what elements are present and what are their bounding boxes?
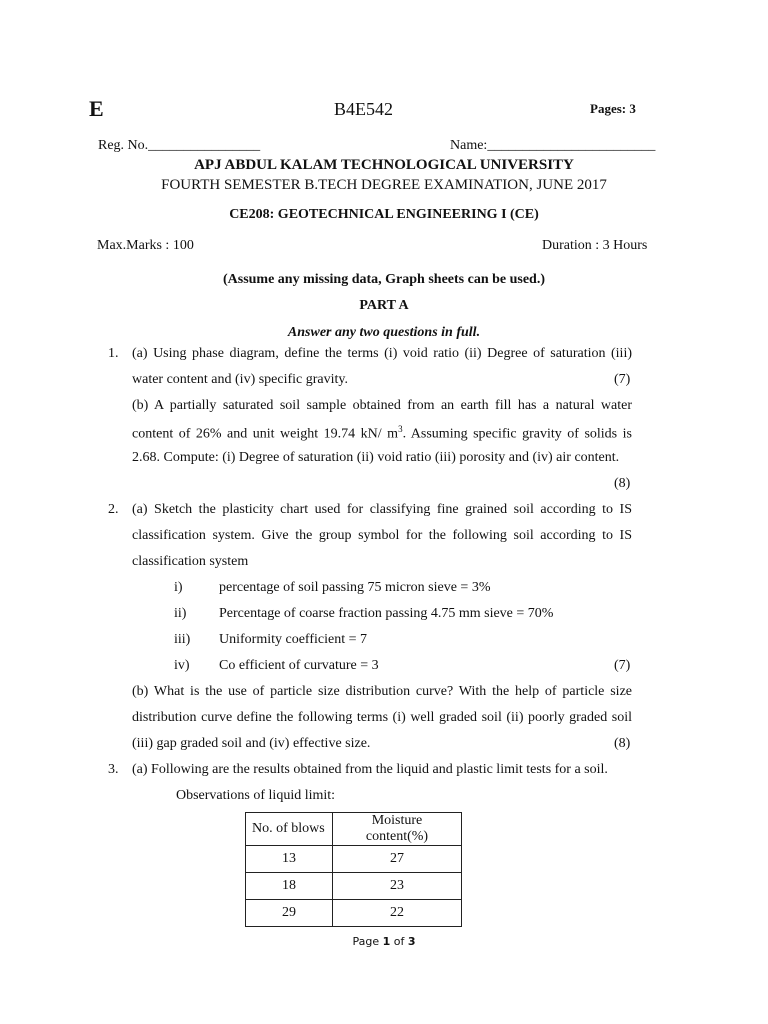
q2-item-number: ii) [174,606,187,621]
set-code: E [89,96,104,121]
table-cell: 18 [246,873,333,900]
table-header-cell: No. of blows [246,813,333,846]
q1b-text-line-1: (b) A partially saturated soil sample obtained from an earth fill has a natural water [132,398,632,413]
q3a-text-line-1: (a) Following are the results obtained from the liquid and plastic limit tests for a soil. [132,762,608,777]
q1a-text-line-2: water content and (iv) specific gravity. [132,372,349,387]
duration: Duration : 3 Hours [542,238,648,253]
exam-title: FOURTH SEMESTER B.TECH DEGREE EXAMINATION, JUNE 2017 [161,177,607,193]
q1b-text-line-2: content of 26% and unit weight 19.74 kN/ $m^3$. Assuming specific gravity of solids is [132,424,632,442]
part-instruction: Answer any two questions in full. [287,325,481,340]
table-row [246,873,462,900]
table-row [246,900,462,927]
table-cell: 29 [246,900,333,927]
q1a-text-line-1: (a) Using phase diagram, define the terms (i) void ratio (ii) Degree of saturation (iii) [132,346,632,361]
q2-item-number: i) [174,580,183,595]
table-cell: 22 [333,900,462,927]
university-name: APJ ABDUL KALAM TECHNOLOGICAL UNIVERSITY [194,157,574,173]
q2-item-text: percentage of soil passing 75 micron sieve = 3% [219,580,491,595]
table-cell: 13 [246,846,333,873]
q2b-text-line-3: (iii) gap graded soil and (iv) effective size. [132,736,371,751]
table-header-row [246,813,462,846]
q2b-text-line-2: distribution curve define the following terms (i) well graded soil (ii) poorly graded soil [132,710,632,725]
liquid-limit-table [245,812,462,927]
q1b-text-line-3: 2.68. Compute: (i) Degree of saturation (ii) void ratio (iii) porosity and (iv) air content. [132,450,620,465]
q2-item-text: Percentage of coarse fraction passing 4.75 mm sieve = 70% [219,606,554,621]
table-caption: Observations of liquid limit: [176,788,336,803]
q2a-text-line-2: classification system. Give the group symbol for the following soil according to IS [132,528,632,543]
reg-no-field: Reg. No.________________ [98,138,261,153]
table-row [246,846,462,873]
q2b-marks: (8) [614,736,631,751]
question-3-number: 3. [108,762,119,777]
course-title: CE208: GEOTECHNICAL ENGINEERING I (CE) [229,207,539,222]
page-footer: Page 1 of 3 [352,935,416,948]
name-field: Name:________________________ [450,138,656,153]
part-heading: PART A [359,298,409,313]
q2a-text-line-1: (a) Sketch the plasticity chart used for classifying fine grained soil according to IS [132,502,632,517]
table-cell: 23 [333,873,462,900]
q2a-marks: (7) [614,658,631,673]
table-header-cell: Moisture content(%) [333,813,462,846]
q2b-text-line-1: (b) What is the use of particle size distribution curve? With the help of particle size [132,684,632,699]
exam-note: (Assume any missing data, Graph sheets can be used.) [222,272,546,287]
max-marks: Max.Marks : 100 [97,238,194,253]
paper-code: B4E542 [334,99,394,119]
q2-item-number: iii) [174,632,191,647]
q1b-marks: (8) [614,476,631,491]
q2a-text-line-3: classification system [132,554,249,569]
q2-item-text: Uniformity coefficient = 7 [219,632,367,647]
q2-item-text: Co efficient of curvature = 3 [219,658,379,673]
page-count: Pages: 3 [590,101,636,116]
table-cell: 27 [333,846,462,873]
q1a-marks: (7) [614,372,631,387]
q2-item-number: iv) [174,658,190,673]
question-1-number: 1. [108,346,119,361]
question-2-number: 2. [108,502,119,517]
